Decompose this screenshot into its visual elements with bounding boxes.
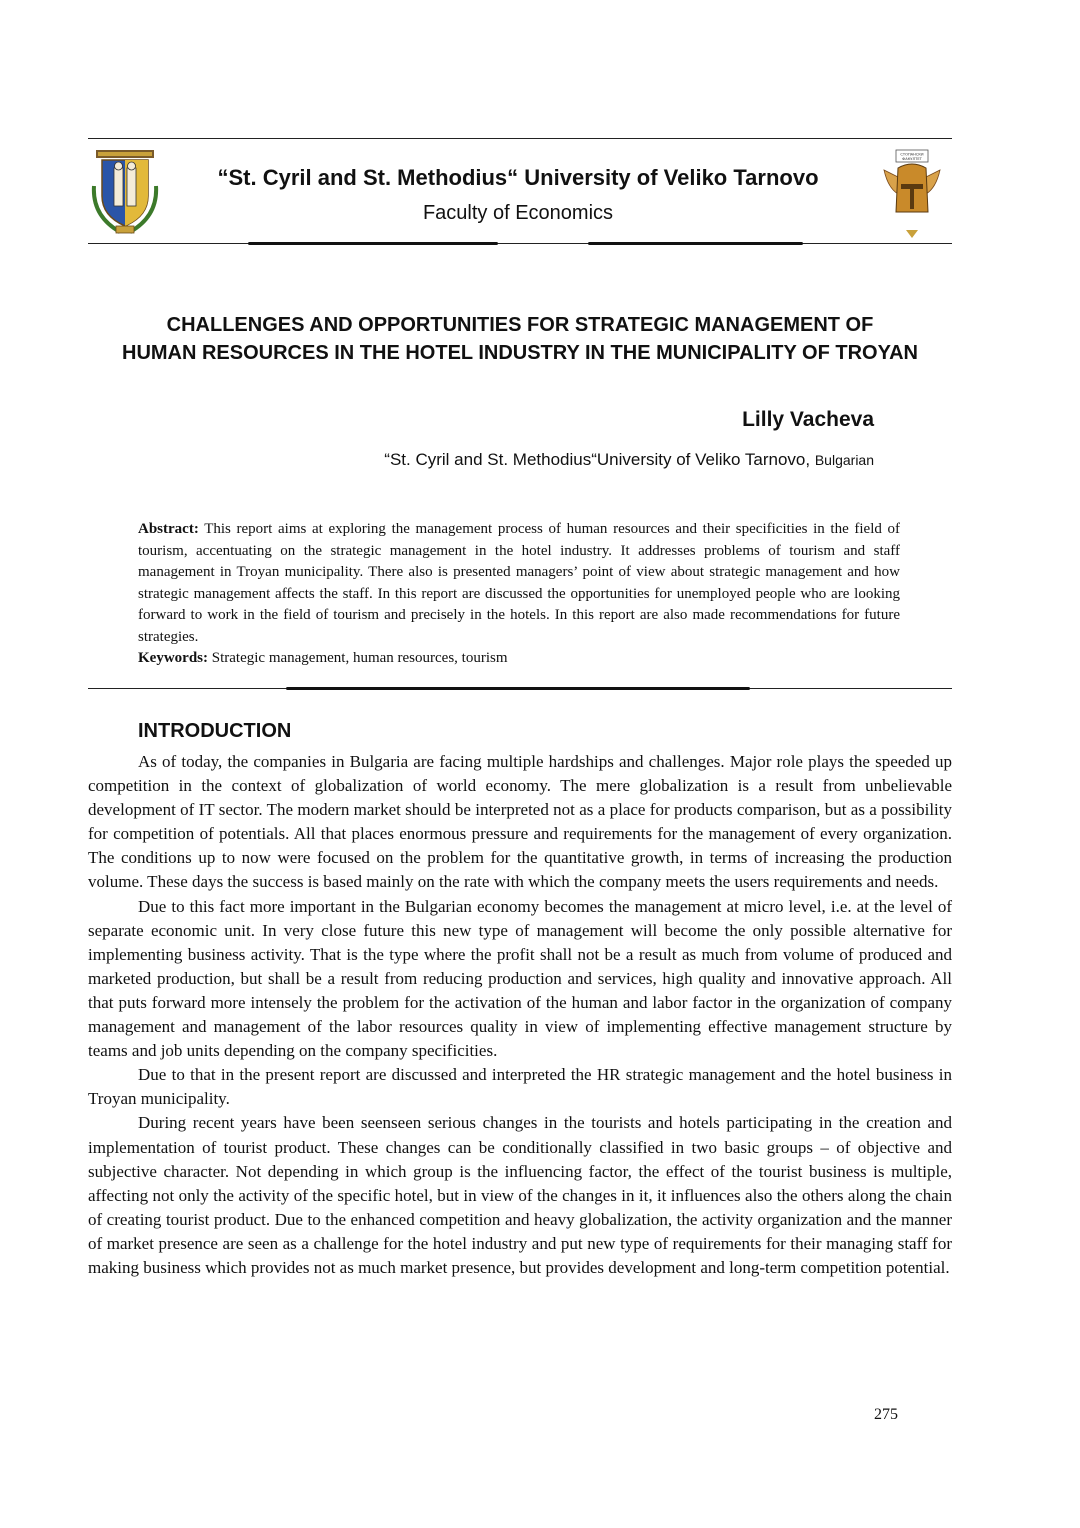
- header-top-rule: [88, 138, 952, 139]
- paper-title-line-1: CHALLENGES AND OPPORTUNITIES FOR STRATEGIC MANAGEMENT OF: [166, 314, 874, 336]
- affiliation-country: Bulgarian: [814, 452, 874, 468]
- paper-title-line-2: HUMAN RESOURCES IN THE HOTEL INDUSTRY IN THE MUNICIPALITY OF TROYAN: [122, 342, 918, 364]
- abstract-label: Abstract:: [138, 521, 199, 537]
- page-number: 275: [874, 1406, 898, 1423]
- introduction-heading: INTRODUCTION: [138, 720, 292, 742]
- abstract-block: [138, 519, 900, 670]
- abstract-separator-swoosh: [286, 687, 750, 690]
- author-affiliation: [384, 450, 874, 470]
- abstract-paragraph: [138, 519, 900, 648]
- abstract-text: This report aims at exploring the management process of human resources and their specificities in the field of tourism, accentuating on the strategic management in the hotel industry. It addresses problems of tourism and staff management in Troyan municipality. There also is presented managers’ point of view about strategic management and how strategic management affects the staff. In this report are discussed the opportunities for unemployed people who are looking forward to work in the field of tourism and precisely in the hotels. In this report are also made recommendations for future strategies.: [138, 521, 901, 645]
- keywords-line: [138, 648, 900, 670]
- university-crest-logo: [90, 146, 160, 236]
- page-header: [88, 138, 952, 244]
- svg-text:СТОПАНСКИ: СТОПАНСКИ: [900, 152, 924, 157]
- paper-title: [88, 311, 952, 367]
- author-name: Lilly Vacheva: [742, 408, 874, 431]
- keywords-label: Keywords:: [138, 650, 208, 666]
- introduction-paragraph-3: Due to that in the present report are discussed and interpreted the HR strategic management and the hotel business in Troyan municipality.: [88, 1065, 952, 1109]
- introduction-paragraph-4: During recent years have been seenseen serious changes in the tourists and hotels participating in the creation and implementation of tourist product. These changes can be conditionally classified in two basic groups – of objective and subjective character. Not depending in which group is the influencing factor, the effect of the tourist business is multiple, affecting not only the activity of the specific hotel, but in view of the changes in it, it influences also the others along the chain of creating tourist product. Due to the enhanced competition and heavy globalization, the activity organization and the manner of market presence are seen as a challenge for the hotel industry and put new type of requirements for their managing staff for making business which provides not as much market presence, but provides development and long-term competition potential.: [88, 1113, 952, 1277]
- header-bottom-rule: [88, 243, 952, 244]
- faculty-helmet-logo: [882, 148, 942, 240]
- introduction-paragraph-1: As of today, the companies in Bulgaria are facing multiple hardships and challenges. Major role plays the speeded up competition in the context of globalization of world economy. The mere globalization is a result from unbelievable development of IT sector. The modern market should be interpreted not as a place for products comparison, but as a possibility for competition of potentials. All that places enormous pressure and requirements for the management of every organization. The conditions up to now were focused on the problem for the quantitative growth, in terms of increasing the production volume. These days the success is based mainly on the rate with which the company meets the users requirements and needs.: [88, 752, 952, 892]
- faculty-name: Faculty of Economics: [422, 202, 614, 224]
- affiliation-university: “St. Cyril and St. Methodius“University of Veliko Tarnovo,: [384, 450, 811, 469]
- svg-text:ФАКУЛТЕТ: ФАКУЛТЕТ: [902, 157, 922, 161]
- keywords-text: Strategic management, human resources, tourism: [211, 650, 508, 666]
- introduction-paragraph-2: Due to this fact more important in the Bulgarian economy becomes the management at micro level, i.e. at the level of separate economic unit. In very close future this new type of management will become the only possible alternative for implementing business activity. That is the type where the profit shall not be a result as much from volume of produced and marketed production, but shall be a result from reducing production and services, high quality and innovative approach. All that puts forward more intensely the problem for the activation of the human and labor factor in the organization of company management and management of the labor resources quality in view of implementing effective management structure by teams and job units depending on the company specificities.: [88, 896, 952, 1061]
- introduction-body: [88, 750, 952, 1280]
- header-swoosh-left: [248, 242, 498, 245]
- header-swoosh-right: [588, 242, 803, 245]
- university-name: “St. Cyril and St. Methodius“ University of Veliko Tarnovo: [217, 165, 819, 190]
